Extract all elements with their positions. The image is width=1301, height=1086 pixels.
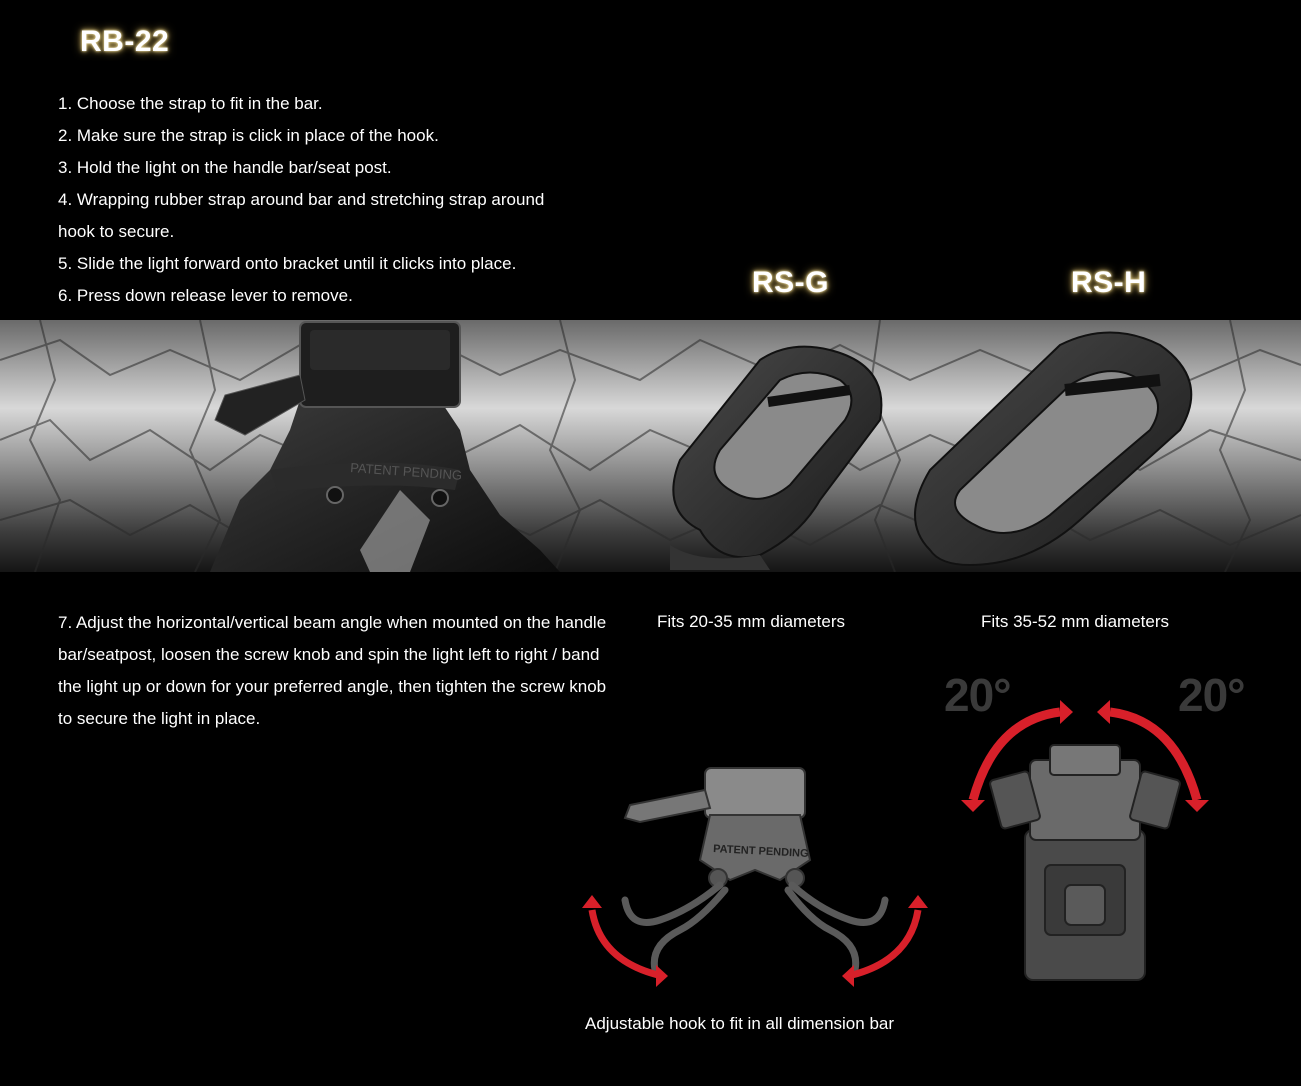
instruction-step: 2. Make sure the strap is click in place of the hook. [58,126,439,145]
rotation-right-degrees: 20° [1178,669,1245,721]
step-7-text: 7. Adjust the horizontal/vertical beam angle when mounted on the handle bar/seatpost, loosen the screw knob and spin the light left to right / band the light up or down for your preferred angle, then tighten the screw knob to secure the light in place. [58,613,607,728]
instruction-step: 1. Choose the strap to fit in the bar. [58,94,323,113]
instruction-list [58,88,618,312]
instruction-step: 3. Hold the light on the handle bar/seat post. [58,158,392,177]
instruction-step: 6. Press down release lever to remove. [58,286,353,305]
page-title: RB-22 [80,25,170,58]
hook-arms [625,885,885,970]
instruction-step: hook to secure. [58,222,175,241]
rs-g-title: RS-G [752,266,829,299]
hook-arrow-heads [582,895,928,987]
instruction-step: 5. Slide the light forward onto bracket until it clicks into place. [58,254,517,273]
bracket-label: PATENT PENDING [712,843,809,860]
bracket-illustration [625,768,810,887]
mount-label: PATENT PENDING [349,460,463,483]
rotation-diagram [955,690,1215,990]
instruction-step: 4. Wrapping rubber strap around bar and stretching strap around [58,190,545,209]
light-unit-illustration [989,745,1181,980]
rotation-left-degrees: 20° [944,669,1011,721]
rs-h-fit-label: Fits 35-52 mm diameters [981,612,1169,631]
hook-caption: Adjustable hook to fit in all dimension bar [585,1014,895,1033]
rs-h-title: RS-H [1071,266,1147,299]
rs-g-fit-label: Fits 20-35 mm diameters [657,612,845,631]
hook-diagram [570,760,940,990]
product-banner [0,320,1301,572]
